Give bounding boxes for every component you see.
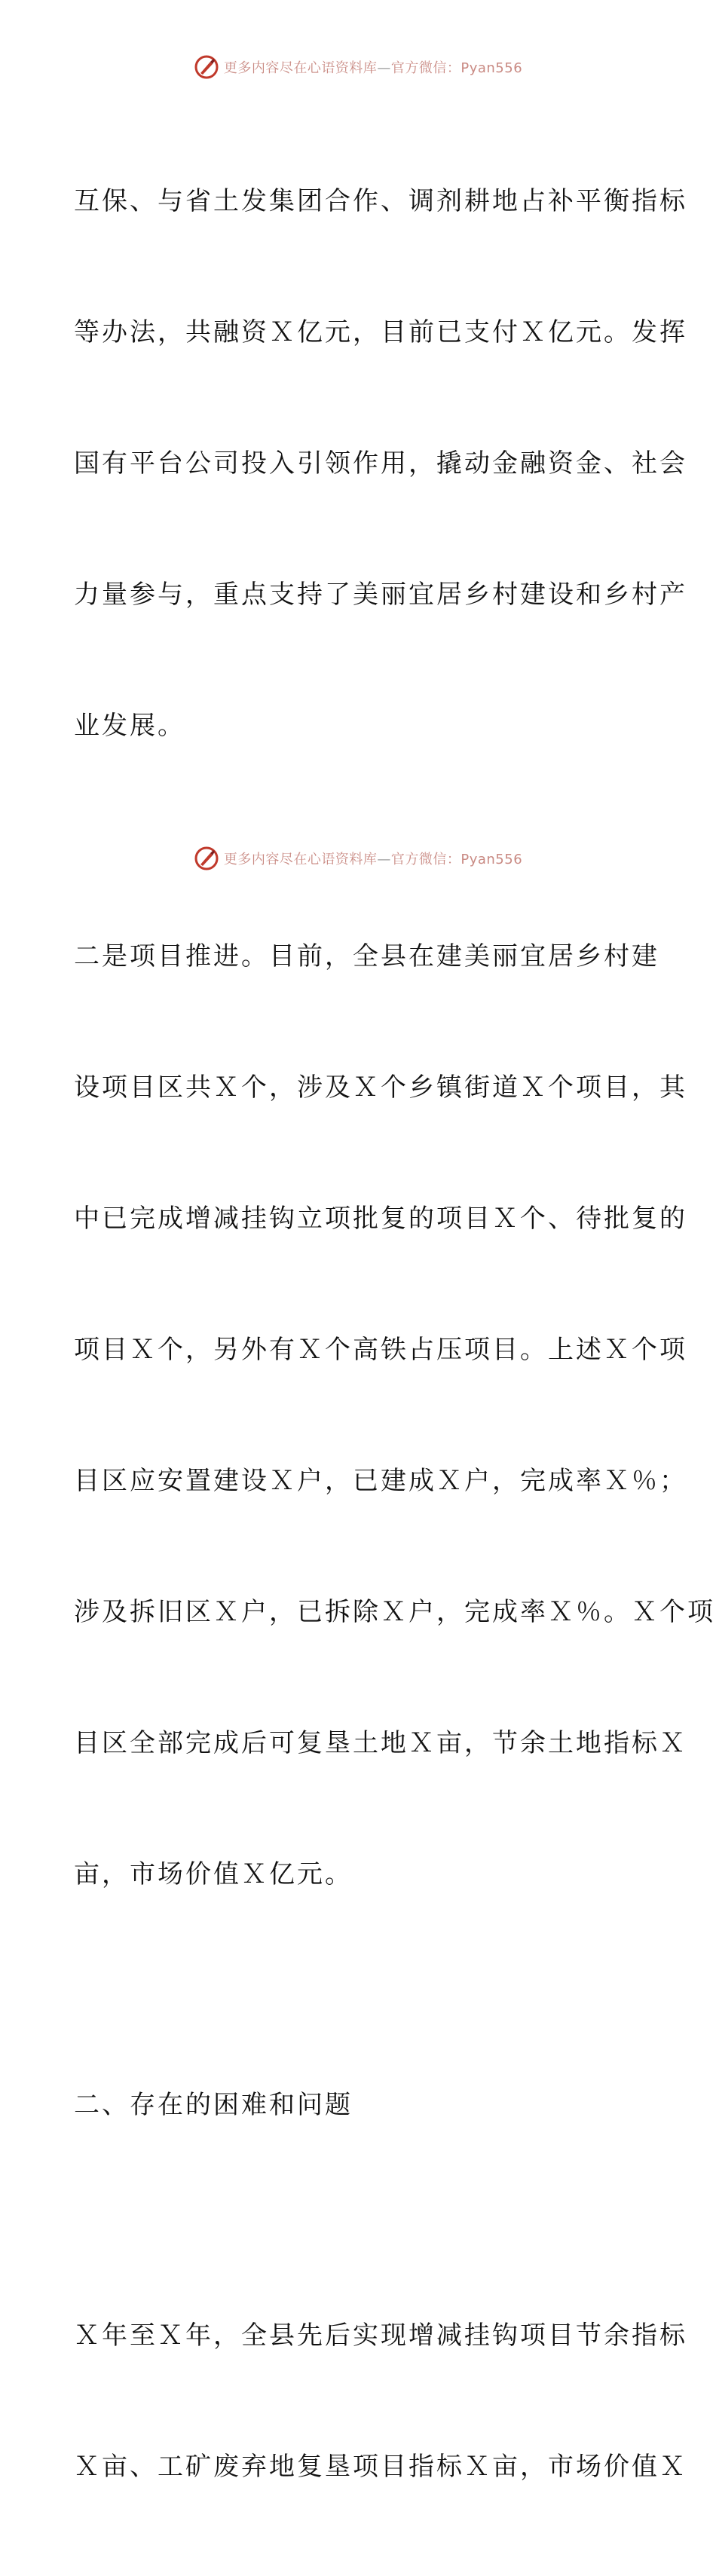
text-line: 等办法，共融资Ｘ亿元，目前已支付Ｘ亿元。发挥 (74, 317, 687, 347)
text-line: 力量参与，重点支持了美丽宜居乡村建设和乡村产 (74, 580, 687, 610)
text-line: 涉及拆旧区Ｘ户，已拆除Ｘ户，完成率Ｘ％。Ｘ个项 (74, 1597, 715, 1627)
text-line: 亩，市场价值Ｘ亿元。 (74, 1859, 353, 1889)
watermark-header (0, 54, 716, 80)
text-line: 国有平台公司投入引领作用，撬动金融资金、社会 (74, 448, 687, 479)
pen-logo-icon (194, 54, 219, 80)
section-heading (74, 1996, 647, 2214)
document-body (74, 92, 715, 2576)
text-line: 目区应安置建设Ｘ户，已建成Ｘ户，完成率Ｘ％； (74, 1466, 687, 1496)
paragraph-problems (74, 2226, 687, 2576)
text-line: 目区全部完成后可复垦土地Ｘ亩，节余土地指标Ｘ (74, 1728, 687, 1758)
watermark-footer (0, 846, 716, 871)
heading-line: 二、存在的困难和问题 (74, 2090, 353, 2120)
watermark-text: 更多内容尽在心语资料库—官方微信：Pyan556 (223, 852, 523, 867)
text-line: 设项目区共Ｘ个，涉及Ｘ个乡镇街道Ｘ个项目，其 (74, 1072, 687, 1103)
pen-logo-icon (194, 846, 219, 871)
text-line: Ｘ年至Ｘ年，全县先后实现增减挂钩项目节余指标 (74, 2321, 687, 2351)
text-line: 中已完成增减挂钩立项批复的项目Ｘ个、待批复的 (74, 1204, 687, 1234)
text-line: 互保、与省土发集团合作、调剂耕地占补平衡指标 (74, 186, 687, 216)
text-line: 二是项目推进。目前，全县在建美丽宜居乡村建 (74, 941, 659, 971)
text-line: 项目Ｘ个，另外有Ｘ个高铁占压项目。上述Ｘ个项 (74, 1335, 687, 1365)
paragraph-project-progress (74, 847, 715, 1984)
text-line: 业发展。 (74, 711, 185, 741)
text-line: Ｘ亩、工矿废弃地复垦项目指标Ｘ亩，市场价值Ｘ (74, 2452, 687, 2482)
paragraph-financing (74, 92, 687, 835)
watermark-text: 更多内容尽在心语资料库—官方微信：Pyan556 (223, 60, 523, 76)
